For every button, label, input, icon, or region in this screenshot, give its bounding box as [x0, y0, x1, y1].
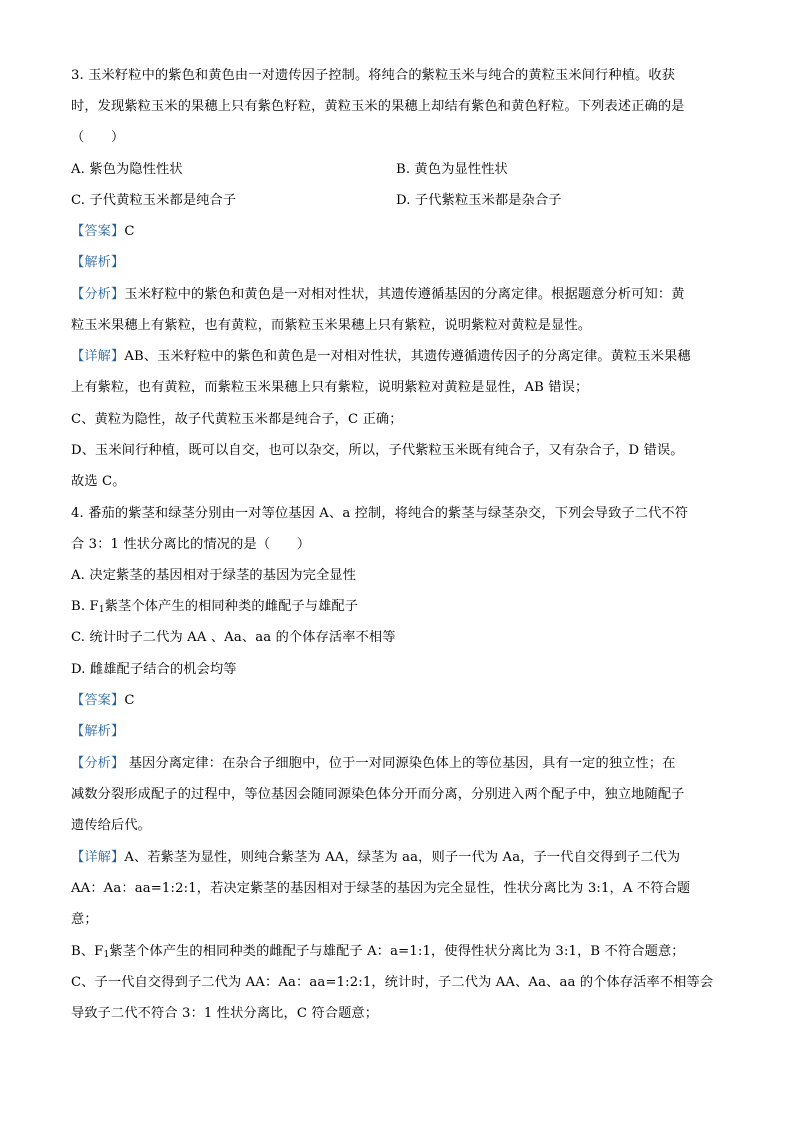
q4-option-c: C. 统计时子二代为 AA 、Aa、aa 的个体存活率不相等 [71, 630, 396, 645]
q4-fenxi-line-3: 遗传给后代。 [71, 818, 152, 833]
q3-detail-line-5: 故选 C。 [71, 474, 126, 489]
q4-detail-line-3: 意； [71, 912, 98, 927]
q4-stem-line-1: 4. 番茄的紫茎和绿茎分别由一对等位基因 A、a 控制，将纯合的紫茎与绿茎杂交，下列会导致子二代不符 [71, 506, 689, 521]
answer-value: C [124, 224, 135, 239]
q4-fenxi-line-1 [71, 754, 676, 774]
q4-detail-line-2: AA：Aa：aa=1:2:1，若决定紫茎的基因相对于绿茎的基因为完全显性，性状分离比为 3:1，A 不符合题 [71, 881, 691, 896]
q4-option-b-prefix: B. F [71, 599, 99, 614]
q3-stem-line-1: 3. 玉米籽粒中的紫色和黄色由一对遗传因子控制。将纯合的紫粒玉米与纯合的黄粒玉米间行种植。收获 [71, 68, 676, 83]
q4-option-b-subscript: 1 [98, 605, 105, 615]
q3-detail-line-4: D、玉米间行种植，既可以自交，也可以杂交，所以，子代紫粒玉米既有纯合子，又有杂合子，D 错误。 [71, 443, 684, 458]
q4-detail-b [71, 942, 685, 962]
q4-detail-line-1 [71, 848, 680, 868]
q3-answer [71, 222, 135, 242]
q4-detail-c-line-2: 导致子二代不符合 3：1 性状分离比，C 符合题意； [71, 1006, 379, 1021]
fenxi-tag: 【分析】 [71, 287, 125, 302]
q3-stem-line-3: （ ） [71, 130, 125, 145]
q4-stem-line-2: 合 3：1 性状分离比的情况的是（ ） [71, 537, 311, 552]
q3-fenxi-line-1 [71, 285, 685, 305]
q4-option-b [71, 597, 358, 617]
q3-detail-line-3: C、黄粒为隐性，故子代黄粒玉米都是纯合子，C 正确； [71, 412, 403, 427]
q4-detail-b-text: 紫茎个体产生的相同种类的雌配子与雄配子 A：a=1:1，使得性状分离比为 3:1，B 不符合题意； [109, 944, 685, 959]
xiangjie-tag: 【详解】 [71, 349, 125, 364]
q3-detail-line-2: 上有紫粒，也有黄粒，而紫粒玉米果穗上只有紫粒，说明紫粒对黄粒是显性，AB 错误； [71, 380, 589, 395]
q4-option-d: D. 雌雄配子结合的机会均等 [71, 662, 237, 677]
answer-tag: 【答案】 [71, 224, 125, 239]
q4-fenxi-line-2: 减数分裂形成配子的过程中，等位基因会随同源染色体分开而分离，分别进入两个配子中，独立地随配子 [71, 787, 685, 802]
q3-option-a: A. 紫色为隐性性状 [71, 162, 183, 177]
q4-option-a: A. 决定紫茎的基因相对于绿茎的基因为完全显性 [71, 568, 357, 583]
q3-option-d: D. 子代紫粒玉米都是杂合子 [396, 193, 562, 208]
q4-analysis-heading [71, 722, 124, 742]
detail-text: AB、玉米籽粒中的紫色和黄色是一对相对性状，其遗传遵循遗传因子的分离定律。黄粒玉米果穗 [124, 349, 691, 364]
q4-detail-b-prefix: B、F [71, 944, 104, 959]
detail-text: A、若紫茎为显性，则纯合紫茎为 AA，绿茎为 aa，则子一代为 Aa，子一代自交得到子二代为 [124, 850, 681, 865]
q3-fenxi-line-2: 粒玉米果穗上有紫粒，也有黄粒，而紫粒玉米果穗上只有紫粒，说明紫粒对黄粒是显性。 [71, 318, 592, 333]
q4-answer [71, 691, 135, 711]
fenxi-text: 玉米籽粒中的紫色和黄色是一对相对性状，其遗传遵循基因的分离定律。根据题意分析可知：黄 [124, 287, 685, 302]
q3-stem-line-2: 时，发现紫粒玉米的果穗上只有紫色籽粒，黄粒玉米的果穗上却结有紫色和黄色籽粒。下列表述正确的是 [71, 99, 685, 114]
q3-detail-line-1 [71, 347, 691, 367]
answer-value: C [124, 693, 135, 708]
q4-detail-b-subscript: 1 [103, 950, 110, 960]
q3-option-b: B. 黄色为显性性状 [396, 162, 508, 177]
answer-tag: 【答案】 [71, 693, 125, 708]
fenxi-tag: 【分析】 [71, 756, 125, 771]
q4-detail-c-line-1: C、子一代自交得到子二代为 AA：Aa：aa=1:2:1，统计时，子二代为 AA、Aa、aa 的个体存活率不相等会 [71, 975, 714, 990]
q4-option-b-text: 紫茎个体产生的相同种类的雌配子与雄配子 [104, 599, 359, 614]
analysis-tag: 【解析】 [71, 255, 125, 270]
analysis-tag: 【解析】 [71, 724, 125, 739]
q3-analysis-heading [71, 253, 124, 273]
q3-option-c: C. 子代黄粒玉米都是纯合子 [71, 193, 237, 208]
xiangjie-tag: 【详解】 [71, 850, 125, 865]
fenxi-text: 基因分离定律：在杂合子细胞中，位于一对同源染色体上的等位基因，具有一定的独立性；在 [124, 756, 676, 771]
